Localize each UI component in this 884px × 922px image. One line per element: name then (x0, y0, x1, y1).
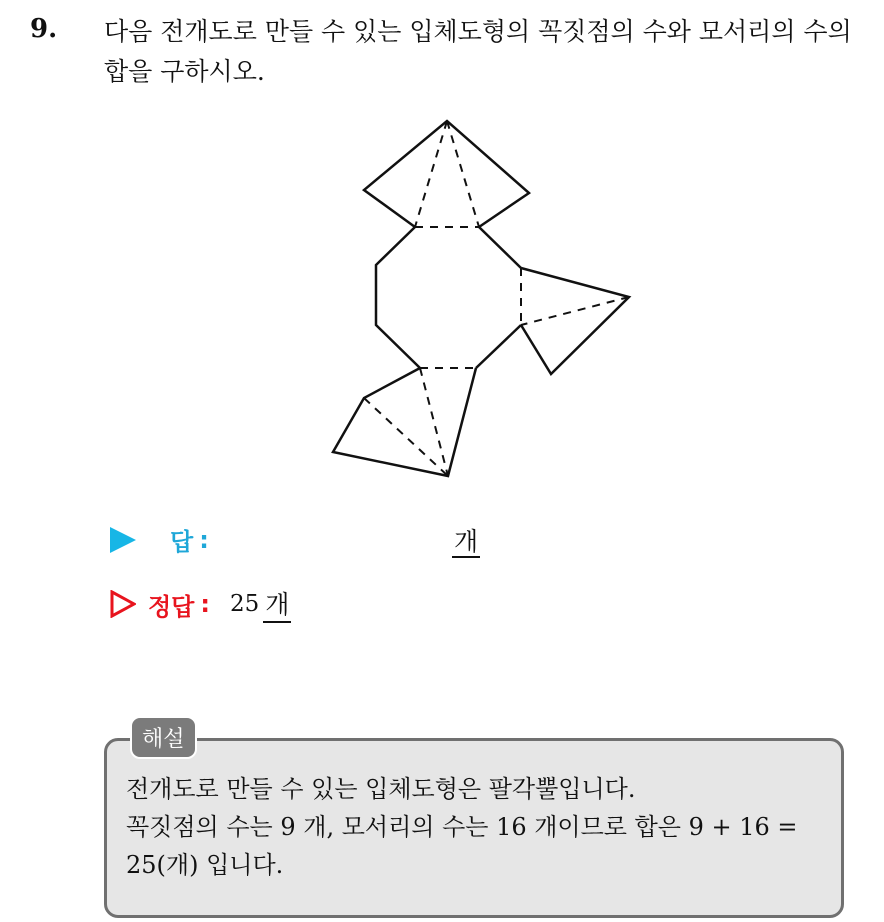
correct-answer-colon: : (200, 590, 210, 618)
fold-line-top-apex-right (447, 121, 479, 227)
question-text (104, 12, 874, 92)
answer-row (110, 522, 209, 557)
question-number: 9. (30, 14, 58, 44)
fold-line-top-apex-left (415, 121, 447, 227)
answer-label: 답 (170, 528, 194, 556)
octagon-right-upper (479, 227, 521, 268)
explanation-line-2: 꼭짓점의 수는 9 개, 모서리의 수는 16 개이므로 합은 9 + 16 = (126, 813, 798, 841)
answer-unit: 개 (454, 527, 479, 556)
question-text-line-2: 합을 구하시오. (104, 57, 265, 86)
correct-answer-unit: 개 (263, 585, 291, 623)
outline-triangle-icon (110, 590, 136, 618)
correct-answer-value: 25 (229, 591, 260, 617)
explanation-tag: 해설 (130, 716, 197, 759)
answer-colon: : (199, 525, 209, 554)
correct-answer-label: 정답 (148, 592, 195, 621)
fold-line-bottom-mid (420, 368, 448, 476)
fold-line-right-apex (521, 297, 629, 325)
explanation-line-1: 전개도로 만들 수 있는 입체도형은 팔각뿔입니다. (126, 775, 636, 803)
explanation-text (126, 770, 836, 884)
bottom-triangles (333, 368, 476, 476)
pyramid-net-figure (320, 110, 650, 490)
explanation-line-3: 25(개) 입니다. (126, 851, 284, 879)
octagon-outline (376, 227, 420, 368)
answer-input[interactable] (452, 522, 480, 558)
top-triangle (364, 121, 529, 227)
correct-answer-row (110, 585, 291, 623)
octagon-right-lower (476, 325, 521, 368)
solid-triangle-icon (110, 527, 136, 553)
question-text-line-1: 다음 전개도로 만들 수 있는 입체도형의 꼭짓점의 수와 모서리의 수의 (104, 17, 852, 46)
fold-line-bottom-left (364, 398, 448, 476)
